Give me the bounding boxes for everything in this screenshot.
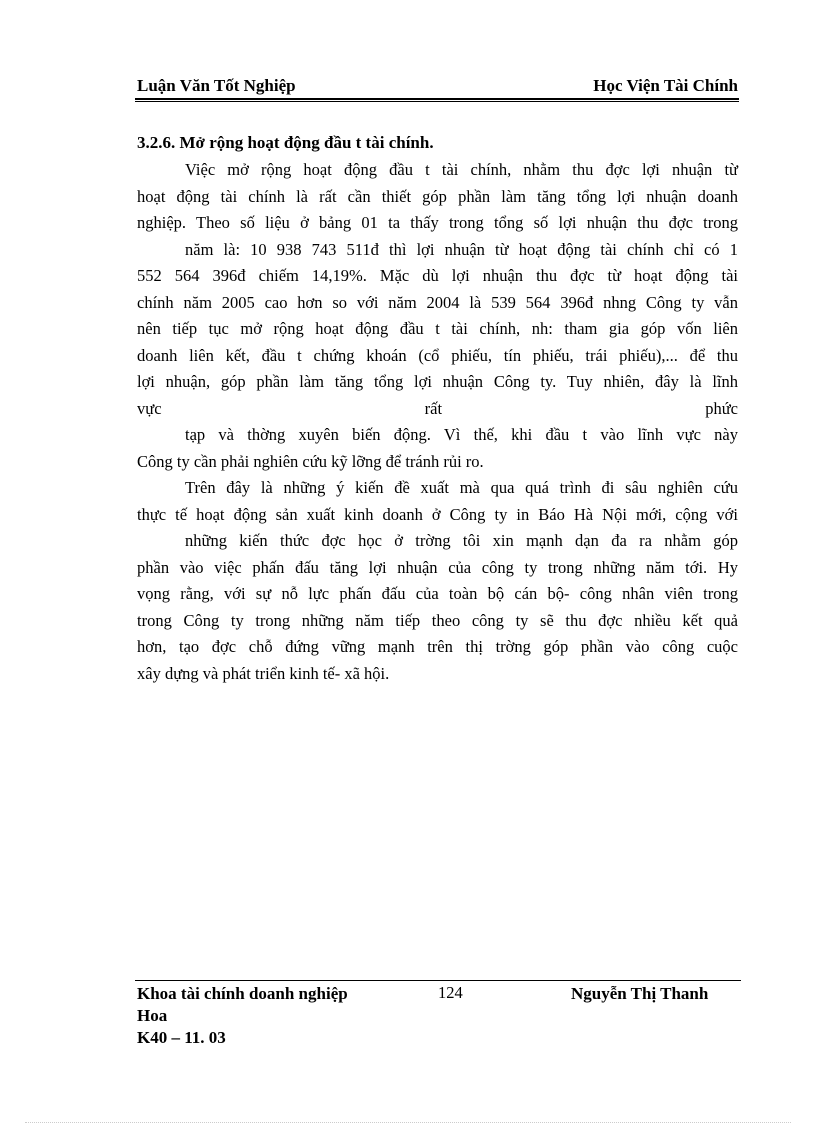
paragraph-line: tạp và thờng xuyên biến động. Vì thế, khi đầu t vào lĩnh vực này <box>185 425 738 444</box>
footer-author-wrap: Hoa <box>137 1006 168 1025</box>
body-text <box>137 157 738 687</box>
header-rule-thin <box>135 101 739 102</box>
paragraph-line: nghiệp. Theo số liệu ở bảng 01 ta thấy trong tổng số lợi nhuận thu đợc trong <box>137 213 738 232</box>
paragraph-line: 552 564 396đ chiếm 14,19%. Mặc dù lợi nhuận thu đợc từ hoạt động tài <box>137 266 738 285</box>
paragraph-line: doanh liên kết, đầu t chứng khoán (cổ phiếu, tín phiếu, trái phiếu),... để thu <box>137 345 738 365</box>
paragraph-line: Công ty cần phải nghiên cứu kỹ lỡng để tránh rủi ro. <box>137 451 484 471</box>
paragraph-line: Việc mở rộng hoạt động đầu t tài chính, nhằm thu đợc lợi nhuận từ <box>185 160 738 179</box>
footer-rule <box>135 980 741 981</box>
header-rule <box>135 98 739 100</box>
paragraph-line: hơn, tạo đợc chỗ đứng vững mạnh trên thị trờng góp phần vào công cuộc <box>137 637 738 656</box>
paragraph-line: xây dựng và phát triển kinh tế- xã hội. <box>137 663 390 683</box>
paragraph-line: chính năm 2005 cao hơn so với năm 2004 là 539 564 396đ nhng Công ty vẫn <box>137 292 738 312</box>
footer-author: Nguyễn Thị Thanh <box>571 984 709 1003</box>
paragraph-line: vọng rằng, với sự nỗ lực phấn đấu của toàn bộ cán bộ- công nhân viên trong <box>137 584 738 603</box>
paragraph-line: nên tiếp tục mở rộng hoạt động đầu t tài chính, nh: tham gia góp vốn liên <box>137 319 738 338</box>
footer-class: K40 – 11. 03 <box>137 1028 226 1047</box>
page-header-right: Học Viện Tài Chính <box>593 76 738 95</box>
paragraph-line: vực rất phức <box>137 398 738 418</box>
footer-faculty: Khoa tài chính doanh nghiệp <box>137 984 348 1003</box>
paragraph-line: trong Công ty trong những năm tiếp theo công ty sẽ thu đợc nhiều kết quả <box>137 610 738 630</box>
page-header-left: Luận Văn Tốt Nghiệp <box>137 76 296 95</box>
paragraph-line: những kiến thức đợc học ở trờng tôi xin mạnh dạn đa ra nhằm góp <box>185 531 738 550</box>
page-number: 124 <box>438 983 463 1002</box>
paragraph-line: lợi nhuận, góp phần làm tăng tổng lợi nhuận Công ty. Tuy nhiên, đây là lĩnh <box>137 372 738 391</box>
paragraph-line: hoạt động tài chính là rất cần thiết góp phần làm tăng tổng lợi nhuận doanh <box>137 186 738 206</box>
paragraph-line: thực tế hoạt động sản xuất kinh doanh ở Công ty in Báo Hà Nội mới, cộng với <box>137 504 738 524</box>
section-heading: 3.2.6. Mở rộng hoạt động đầu t tài chính. <box>137 133 434 152</box>
paragraph-line: phần vào việc phấn đấu tăng lợi nhuận của công ty trong những năm tới. Hy <box>137 557 738 577</box>
paragraph-line: Trên đây là những ý kiến đề xuất mà qua quá trình đi sâu nghiên cứu <box>185 478 738 497</box>
paragraph-line: năm là: 10 938 743 511đ thì lợi nhuận từ hoạt động tài chính chỉ có 1 <box>185 239 738 259</box>
